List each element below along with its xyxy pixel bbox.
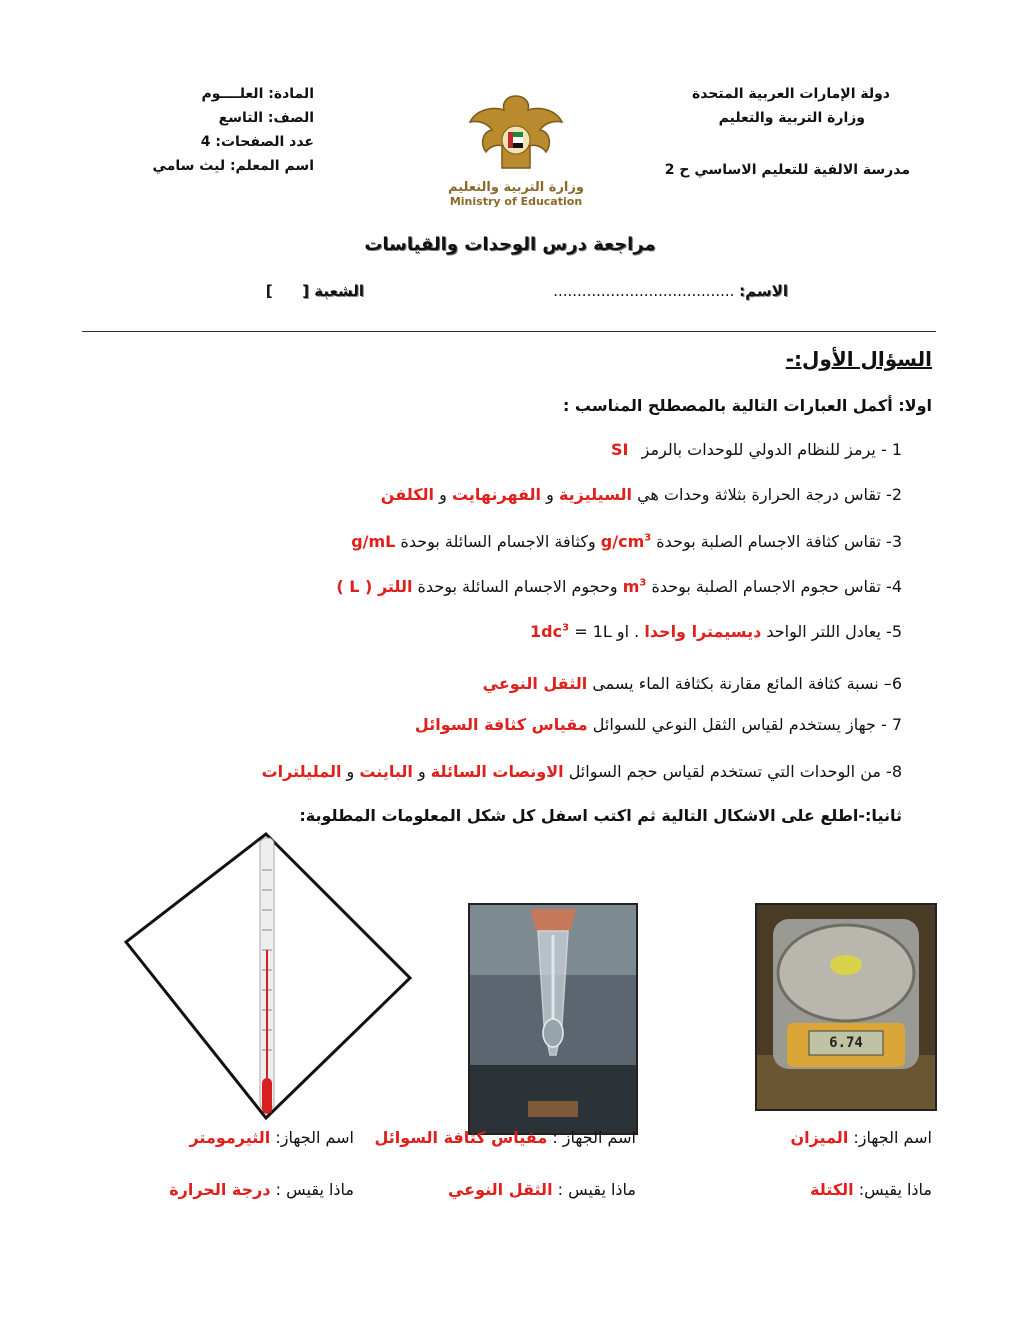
thermometer-device-label: اسم الجهاز:: [275, 1128, 354, 1147]
item-7-answer: مقياس كثافة السوائل: [414, 715, 588, 734]
item-8-answer-b: الباينت: [359, 762, 413, 781]
item-8-answer-a: الاونصات السائلة: [430, 762, 564, 781]
item-5-mid: . او 1L =: [574, 622, 640, 641]
item-5-answer-b: $1dc^3$: [530, 622, 570, 641]
scale-measures-caption: [810, 1180, 932, 1199]
ministry-logo: [446, 88, 586, 218]
logo-text-ar: وزارة التربية والتعليم: [448, 180, 584, 195]
section-line: [266, 282, 364, 300]
item-5-answer-a: ديسيمترا واحدا: [644, 622, 762, 641]
hydrometer-image: [468, 903, 638, 1135]
item-2-text: 2- تقاس درجة الحرارة بثلاثة وحدات هي: [637, 485, 902, 504]
header-right-1: دولة الإمارات العربية المتحدة: [691, 86, 890, 102]
item-1-answer: SI: [611, 440, 629, 459]
scale-device-answer: الميزان: [790, 1128, 849, 1147]
scale-device-caption: [790, 1128, 932, 1147]
item-3-answer-a: $g/cm^3$: [600, 532, 652, 551]
header-right-3: مدرسة الالفية للتعليم الاساسي ح 2: [664, 162, 910, 178]
hydrometer-device-label: اسم الجهاز :: [552, 1128, 636, 1147]
divider: [82, 331, 936, 332]
item-4-answer-a: $m^3$: [622, 577, 647, 596]
thermometer-measures-caption: [169, 1180, 354, 1199]
item-2-answer-b: الفهرنهايت: [451, 485, 542, 504]
thermometer-measures-answer: درجة الحرارة: [169, 1180, 271, 1199]
item-8-answer-c: المليلترات: [261, 762, 342, 781]
item-8-and-1: و: [417, 762, 426, 781]
part2-instruction: ثانيا:-اطلع على الاشكال التالية ثم اكتب اسفل كل شكل المعلومات المطلوبة:: [299, 806, 902, 825]
item-3-text: 3- تقاس كثافة الاجسام الصلبة بوحدة: [656, 532, 902, 551]
item-8-and-2: و: [346, 762, 355, 781]
item-1-text: 1 - يرمز للنظام الدولي للوحدات بالرمز: [641, 440, 902, 459]
item-4-mid: وحجوم الاجسام السائلة بوحدة: [417, 577, 618, 596]
hydrometer-measures-caption: [448, 1180, 636, 1199]
header-left-2: الصف: التاسع: [218, 110, 314, 126]
item-5: [530, 622, 902, 641]
item-2-answer-a: السيليزية: [558, 485, 632, 504]
item-8: [262, 762, 902, 781]
name-label: الاسم:: [739, 282, 788, 300]
scale-display: 6.74: [829, 1035, 863, 1051]
item-3-mid: وكثافة الاجسام السائلة بوحدة: [400, 532, 596, 551]
item-7-text: 7 - جهاز يستخدم لقياس الثقل النوعي للسوائل: [592, 715, 902, 734]
scale-image: [755, 903, 937, 1111]
part1-instruction: اولا: أكمل العبارات التالية بالمصطلح المناسب :: [562, 396, 932, 415]
section-close: ]: [265, 282, 273, 300]
item-6-text: 6– نسبة كثافة المائع مقارنة بكثافة الماء يسمى: [592, 674, 902, 693]
item-2-and-2: و: [439, 485, 447, 504]
header-left-3: عدد الصفحات: 4: [200, 134, 314, 150]
scale-device-label: اسم الجهاز:: [853, 1128, 932, 1147]
item-3-answer-b: g/mL: [351, 532, 396, 551]
logo-text-en: Ministry of Education: [449, 195, 583, 208]
item-7: [415, 715, 902, 734]
item-8-text: 8- من الوحدات التي تستخدم لقياس حجم السوائل: [568, 762, 902, 781]
item-1: [611, 440, 902, 459]
thermometer-device-answer: الثيرمومتر: [189, 1128, 271, 1147]
emblem-icon: [446, 88, 586, 178]
hydrometer-device-caption: [374, 1128, 636, 1147]
item-2-answer-c: الكلفن: [380, 485, 435, 504]
scale-measures-label: ماذا يقيس:: [858, 1180, 932, 1199]
hydrometer-measures-answer: الثقل النوعي: [447, 1180, 553, 1199]
thermometer-image: [120, 830, 420, 1130]
item-2-and-1: و: [546, 485, 554, 504]
header-right-2: وزارة التربية والتعليم: [718, 110, 865, 126]
header-left-1: المادة: العلــــوم: [201, 86, 314, 102]
page-title: مراجعة درس الوحدات والقياسات: [364, 234, 656, 255]
section-label: الشعبة [: [302, 282, 364, 300]
item-2: [381, 485, 902, 504]
student-line: [553, 282, 788, 300]
item-3: [351, 532, 902, 551]
item-5-text: 5- يعادل اللتر الواحد: [766, 622, 902, 641]
item-4-text: 4- تقاس حجوم الاجسام الصلبة بوحدة: [651, 577, 902, 596]
item-4: [336, 577, 902, 596]
thermometer-device-caption: [189, 1128, 354, 1147]
header-left-4: اسم المعلم: ليث سامي: [152, 158, 314, 174]
name-field[interactable]: ......................................: [553, 282, 735, 300]
item-6-answer: الثقل النوعي: [482, 674, 588, 693]
thermometer-measures-label: ماذا يقيس :: [275, 1180, 354, 1199]
hydrometer-device-answer: مقياس كثافة السوائل: [374, 1128, 548, 1147]
item-6: [483, 674, 902, 693]
q1-heading: السؤال الأول:-: [785, 347, 932, 371]
item-4-answer-b: اللتر ( L ): [336, 577, 413, 596]
hydrometer-measures-label: ماذا يقيس :: [557, 1180, 636, 1199]
scale-measures-answer: الكتلة: [810, 1180, 854, 1199]
